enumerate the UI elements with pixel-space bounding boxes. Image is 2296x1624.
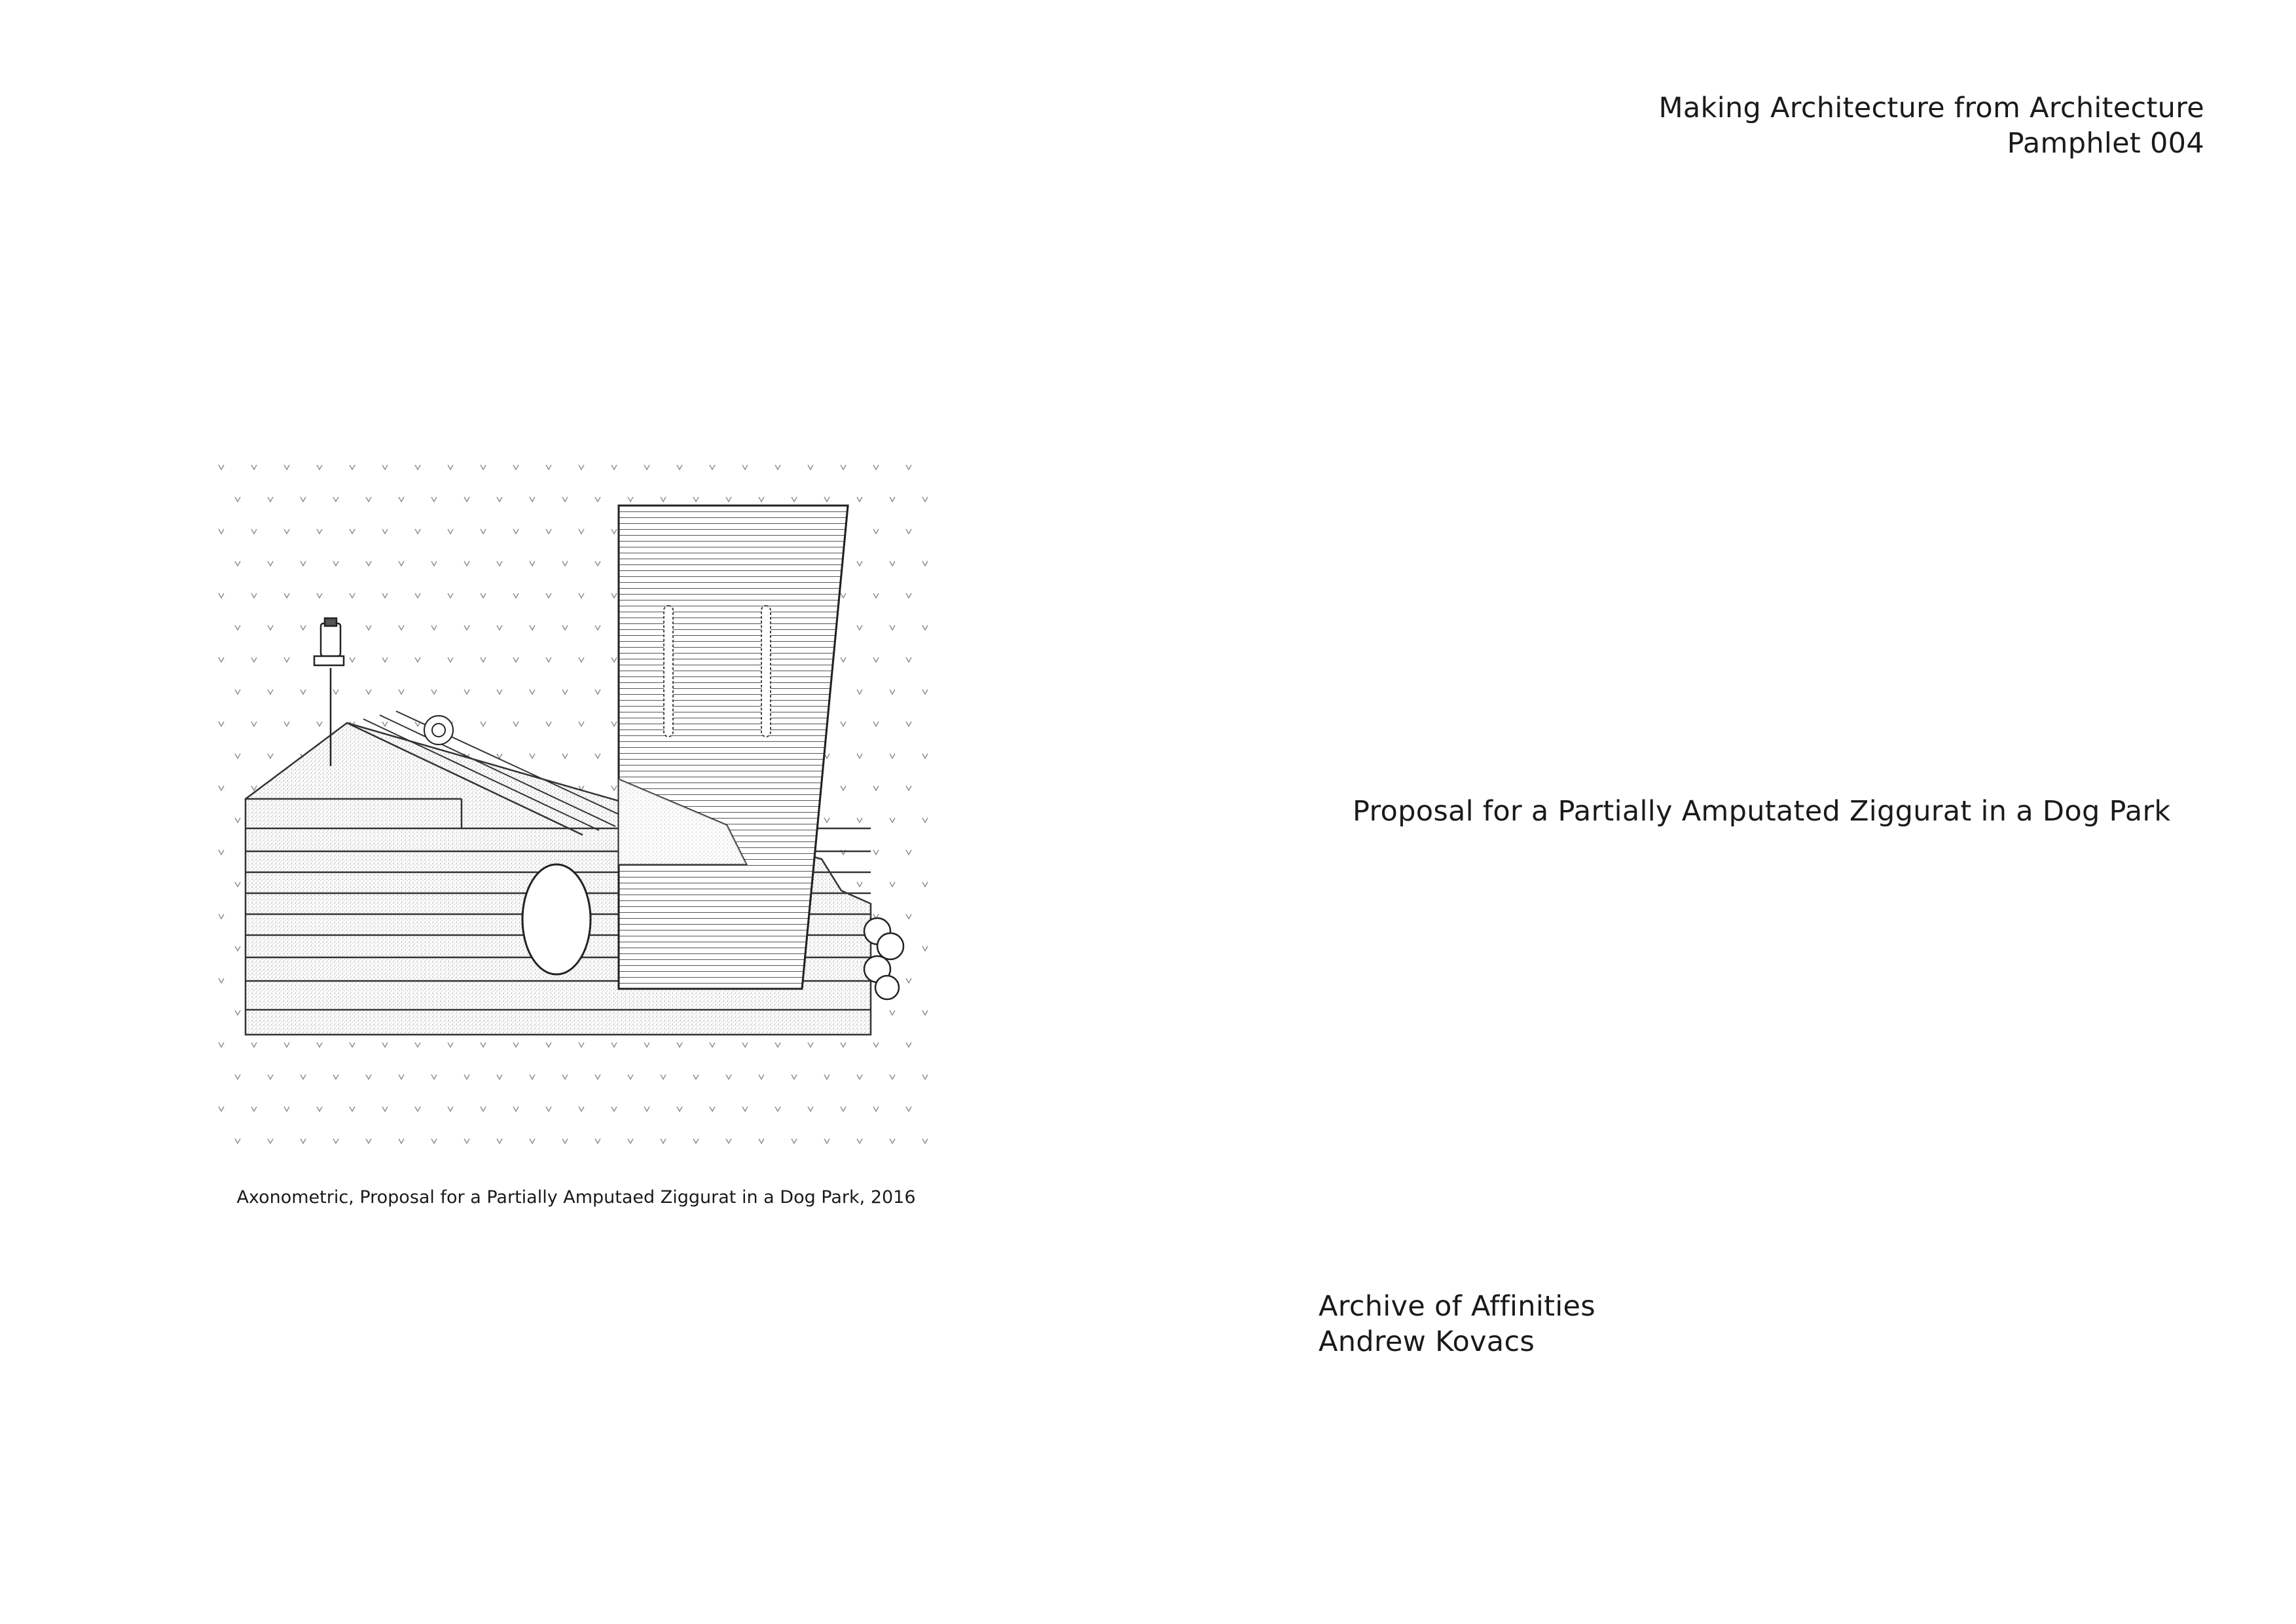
wheel-object [424,716,453,745]
oval-opening [522,864,591,974]
pamphlet-number: Pamphlet 004 [2007,127,2204,160]
axonometric-drawing [216,458,936,1185]
archive-name: Archive of Affinities [1319,1290,1595,1323]
series-title: Making Architecture from Architecture [1658,92,2204,124]
figure-caption: Axonometric, Proposal for a Partially Amputaed Ziggurat in a Dog Park, 2016 [236,1187,916,1208]
project-title: Proposal for a Partially Amputated Ziggurat in a Dog Park [1353,795,2171,828]
credits [1319,1289,1595,1359]
author-name: Andrew Kovacs [1319,1325,1535,1358]
series-header [1658,90,2204,161]
